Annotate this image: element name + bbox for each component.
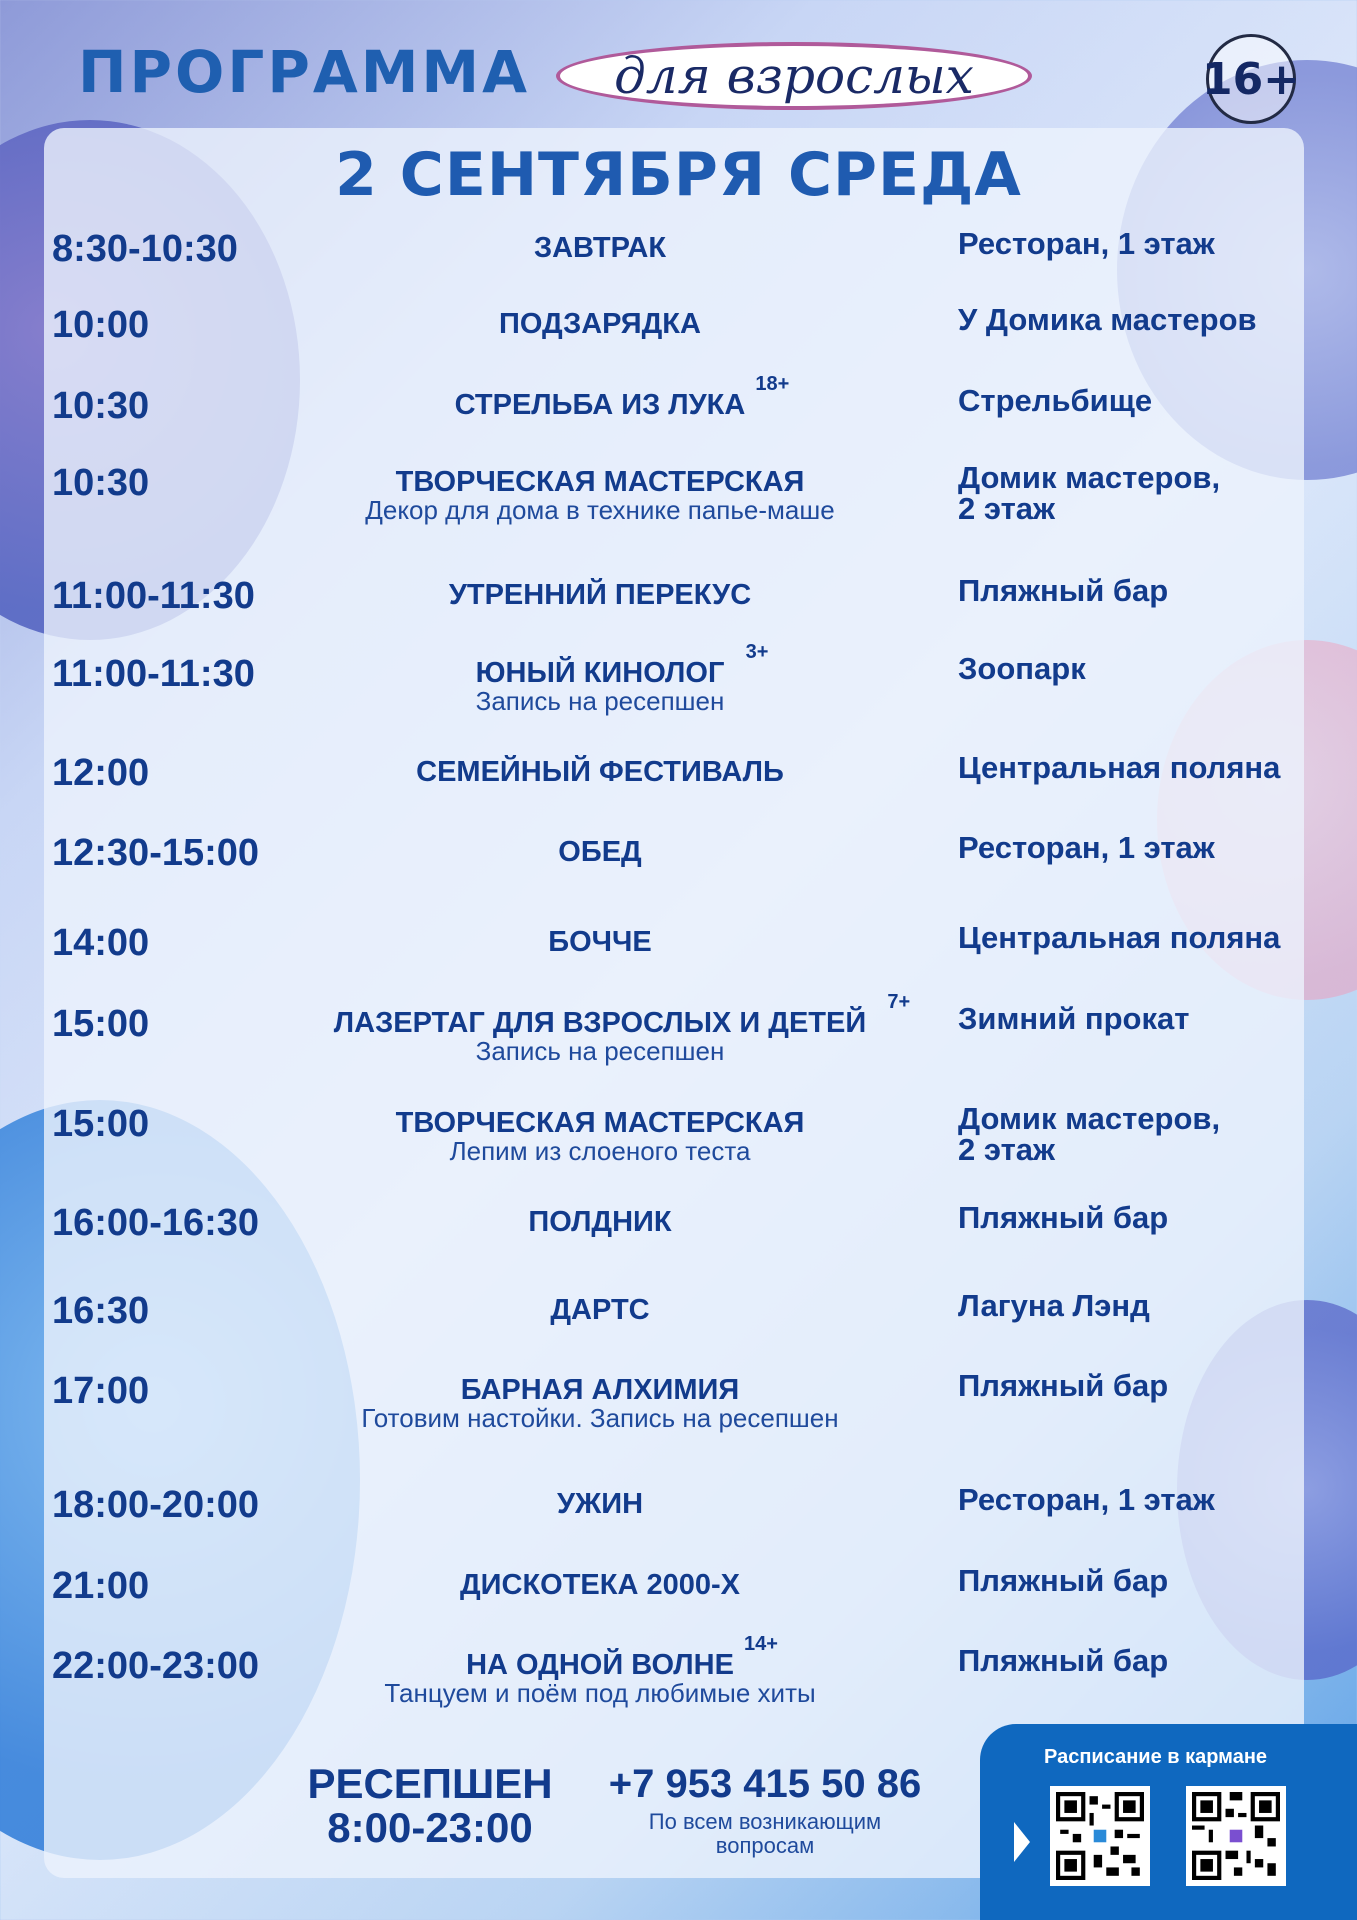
event-activity <box>300 836 900 869</box>
arrow-right-icon <box>1014 1822 1030 1862</box>
event-title <box>460 1569 740 1602</box>
event-activity <box>300 641 900 717</box>
event-activity <box>300 756 900 789</box>
event-location: Ресторан, 1 этаж <box>958 830 1215 865</box>
age-rating-badge: 16+ <box>1206 34 1296 124</box>
program-heading: ПРОГРАММА <box>78 38 531 106</box>
event-title <box>548 926 652 959</box>
event-location: Зоопарк <box>958 651 1086 686</box>
event-time: 10:30 <box>52 385 150 427</box>
event-location: У Домика мастеров <box>958 302 1257 337</box>
page-title: 2 СЕНТЯБРЯ СРЕДА <box>335 140 1022 210</box>
event-time: 8:30-10:30 <box>52 228 238 270</box>
phone-number[interactable]: +7 953 415 50 86 <box>608 1762 922 1806</box>
event-time: 21:00 <box>52 1565 150 1607</box>
event-title-text: УЖИН <box>556 1488 644 1520</box>
event-title-text: ТВОРЧЕСКАЯ МАСТЕРСКАЯ <box>395 466 805 498</box>
event-location: Центральная поляна <box>958 920 1281 955</box>
event-title-text: БАРНАЯ АЛХИМИЯ <box>460 1374 740 1406</box>
event-location: Стрельбище <box>958 383 1153 418</box>
qr-code-icon <box>1192 1792 1280 1880</box>
event-title <box>461 1374 740 1407</box>
event-age-rating: 3+ <box>745 641 769 663</box>
event-title-text: ЗАВТРАК <box>533 232 667 264</box>
event-title-text: ПОЛДНИК <box>528 1206 672 1238</box>
event-title <box>333 991 911 1040</box>
event-activity <box>300 308 900 341</box>
event-location: Домик мастеров, 2 этаж <box>958 460 1221 526</box>
event-title-text: УТРЕННИЙ ПЕРЕКУС <box>448 579 752 611</box>
qr-code-icon <box>1056 1792 1144 1880</box>
phone-note: По всем возникающим вопросам <box>648 1809 882 1858</box>
event-title <box>466 1633 778 1682</box>
event-location: Зимний прокат <box>958 1001 1190 1036</box>
event-title-text: ОБЕД <box>558 836 642 868</box>
reception-hours: 8:00-23:00 <box>327 1804 533 1851</box>
event-activity <box>300 1488 900 1521</box>
event-location: Пляжный бар <box>958 1368 1169 1403</box>
event-title <box>557 1488 643 1521</box>
event-title <box>416 756 784 789</box>
event-location: Пляжный бар <box>958 1563 1169 1598</box>
event-activity <box>300 1294 900 1327</box>
event-time: 12:00 <box>52 752 150 794</box>
event-activity <box>300 991 911 1067</box>
event-activity <box>300 1633 900 1709</box>
event-time: 15:00 <box>52 1003 150 1045</box>
event-title-text: БОЧЧЕ <box>548 926 652 958</box>
event-activity <box>300 1206 900 1239</box>
event-title <box>528 1206 671 1239</box>
event-subtitle: Запись на ресепшен <box>475 1036 725 1066</box>
event-activity <box>300 579 900 612</box>
event-age-rating: 14+ <box>744 1633 778 1655</box>
event-location: Ресторан, 1 этаж <box>958 1482 1215 1517</box>
event-location: Пляжный бар <box>958 1643 1169 1678</box>
event-title-text: ДИСКОТЕКА 2000-Х <box>460 1569 740 1601</box>
event-title-text: НА ОДНОЙ ВОЛНЕ <box>466 1649 734 1681</box>
event-title <box>454 373 790 422</box>
event-time: 17:00 <box>52 1370 150 1412</box>
event-time: 18:00-20:00 <box>52 1484 260 1526</box>
event-title <box>558 836 641 869</box>
event-age-rating: 18+ <box>755 373 790 395</box>
event-title <box>475 641 769 690</box>
event-activity <box>300 1569 900 1602</box>
qr-panel <box>980 1724 1357 1920</box>
telegram-qr-icon[interactable] <box>1050 1786 1150 1886</box>
event-time: 10:30 <box>52 462 150 504</box>
event-time: 16:00-16:30 <box>52 1202 260 1244</box>
event-title-text: ДАРТС <box>550 1294 650 1326</box>
event-subtitle: Запись на ресепшен <box>475 686 725 716</box>
event-title-text: ПОДЗАРЯДКА <box>499 308 701 340</box>
event-title <box>449 579 751 612</box>
event-title <box>396 466 805 499</box>
event-subtitle: Танцуем и поём под любимые хиты <box>384 1678 816 1708</box>
event-title-text: ЛАЗЕРТАГ ДЛЯ ВЗРОСЛЫХ И ДЕТЕЙ <box>333 1007 867 1039</box>
event-subtitle: Лепим из слоеного теста <box>449 1136 751 1166</box>
adults-badge: для взрослых <box>556 42 1032 110</box>
event-activity <box>300 1374 900 1434</box>
event-time: 11:00-11:30 <box>52 575 255 617</box>
event-time: 11:00-11:30 <box>52 653 255 695</box>
event-location: Пляжный бар <box>958 573 1169 608</box>
event-subtitle: Готовим настойки. Запись на ресепшен <box>361 1403 839 1433</box>
event-subtitle: Декор для дома в технике папье-маше <box>365 495 835 525</box>
max-qr-icon[interactable] <box>1186 1786 1286 1886</box>
event-activity <box>300 926 900 959</box>
event-location: Лагуна Лэнд <box>958 1288 1150 1323</box>
event-title <box>499 308 701 341</box>
reception-info <box>300 1762 560 1850</box>
event-title-text: СЕМЕЙНЫЙ ФЕСТИВАЛЬ <box>416 756 784 788</box>
event-activity <box>300 466 900 526</box>
event-location: Домик мастеров, 2 этаж <box>958 1101 1221 1167</box>
event-location: Центральная поляна <box>958 750 1281 785</box>
event-title <box>534 232 666 265</box>
event-title <box>550 1294 649 1327</box>
event-time: 16:30 <box>52 1290 150 1332</box>
event-title-text: ЮНЫЙ КИНОЛОГ <box>475 657 725 689</box>
event-activity <box>300 373 900 422</box>
event-time: 12:30-15:00 <box>52 832 260 874</box>
event-title-text: ТВОРЧЕСКАЯ МАСТЕРСКАЯ <box>395 1107 805 1139</box>
event-activity <box>300 232 900 265</box>
event-title-text: СТРЕЛЬБА ИЗ ЛУКА <box>454 389 746 421</box>
qr-caption: Расписание в кармане <box>1044 1746 1268 1768</box>
reception-label: РЕСЕПШЕН <box>307 1760 553 1807</box>
event-time: 22:00-23:00 <box>52 1645 260 1687</box>
event-location: Ресторан, 1 этаж <box>958 226 1215 261</box>
event-activity <box>300 1107 900 1167</box>
event-time: 14:00 <box>52 922 150 964</box>
event-title <box>396 1107 805 1140</box>
event-time: 15:00 <box>52 1103 150 1145</box>
event-location: Пляжный бар <box>958 1200 1169 1235</box>
event-time: 10:00 <box>52 304 150 346</box>
event-age-rating: 7+ <box>887 991 911 1013</box>
